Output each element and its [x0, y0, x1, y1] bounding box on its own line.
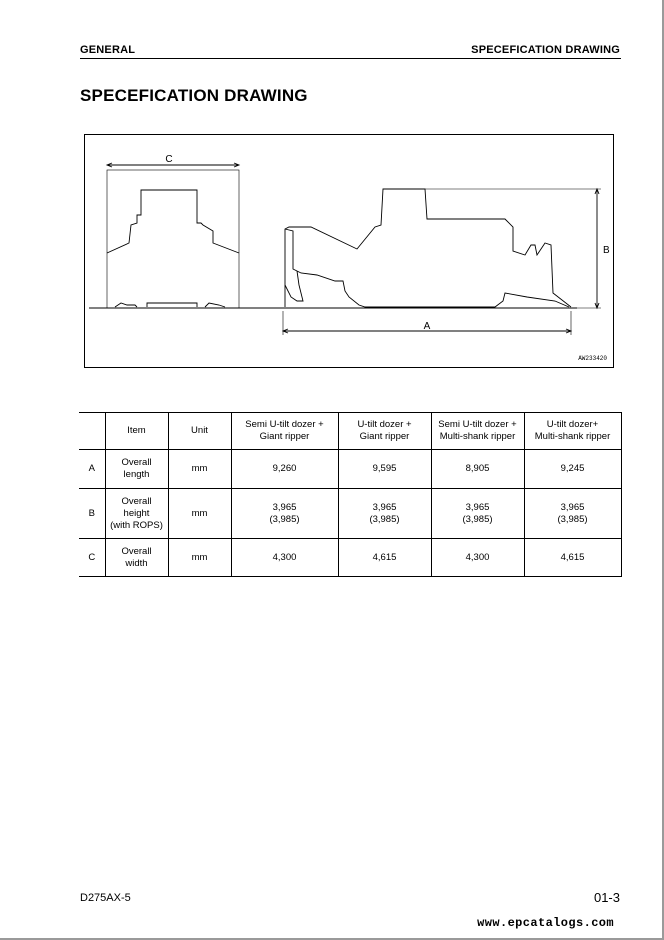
- dozer-line-drawing: [85, 135, 615, 369]
- table-cell: 4,615: [524, 539, 621, 577]
- table-cell: mm: [168, 489, 231, 539]
- table-cell: Overall width: [105, 539, 168, 577]
- footer-model: D275AX-5: [80, 892, 131, 904]
- table-row: [79, 450, 621, 489]
- table-cell: 3,965 (3,985): [231, 489, 338, 539]
- specification-table: [79, 412, 622, 577]
- table-row: [79, 539, 621, 577]
- table-cell: 3,965 (3,985): [338, 489, 431, 539]
- drawing-code: AW233420: [578, 355, 607, 362]
- dimension-c-label: C: [165, 154, 173, 165]
- table-cell: 4,300: [431, 539, 524, 577]
- watermark-link[interactable]: www.epcatalogs.com: [477, 916, 614, 930]
- table-cell: 9,595: [338, 450, 431, 489]
- table-row: [79, 489, 621, 539]
- table-cell: mm: [168, 539, 231, 577]
- front-view-outline: [107, 190, 239, 253]
- table-header-cell: Semi U-tilt dozer + Multi-shank ripper: [431, 413, 524, 450]
- table-cell: A: [79, 450, 105, 489]
- side-view-body: [285, 189, 571, 307]
- side-view-track: [297, 271, 569, 307]
- table-header-cell: Semi U-tilt dozer + Giant ripper: [231, 413, 338, 450]
- header-section: GENERAL: [80, 44, 136, 56]
- table-cell: 4,300: [231, 539, 338, 577]
- table-header-cell: U-tilt dozer+ Multi-shank ripper: [524, 413, 621, 450]
- table-cell: mm: [168, 450, 231, 489]
- table-header-cell: U-tilt dozer + Giant ripper: [338, 413, 431, 450]
- table-header-row: [79, 413, 621, 450]
- page-title: SPECEFICATION DRAWING: [80, 86, 308, 105]
- front-view-frame: [107, 170, 239, 308]
- header-chapter: SPECEFICATION DRAWING: [471, 44, 620, 56]
- table-cell: Overall height (with ROPS): [105, 489, 168, 539]
- table-cell: 8,905: [431, 450, 524, 489]
- table-header-cell: [79, 413, 105, 450]
- dimension-a-label: A: [423, 321, 431, 332]
- table-cell: B: [79, 489, 105, 539]
- table-cell: Overall length: [105, 450, 168, 489]
- table-cell: 3,965 (3,985): [431, 489, 524, 539]
- specification-drawing: [84, 134, 614, 368]
- dimension-b-label: B: [603, 245, 610, 256]
- header-rule: [80, 58, 621, 59]
- footer-page-number: 01-3: [593, 890, 620, 905]
- table-cell: 4,615: [338, 539, 431, 577]
- table-header-cell: Item: [105, 413, 168, 450]
- table-cell: 9,260: [231, 450, 338, 489]
- table-cell: 9,245: [524, 450, 621, 489]
- table-cell: 3,965 (3,985): [524, 489, 621, 539]
- table-header-cell: Unit: [168, 413, 231, 450]
- table-cell: C: [79, 539, 105, 577]
